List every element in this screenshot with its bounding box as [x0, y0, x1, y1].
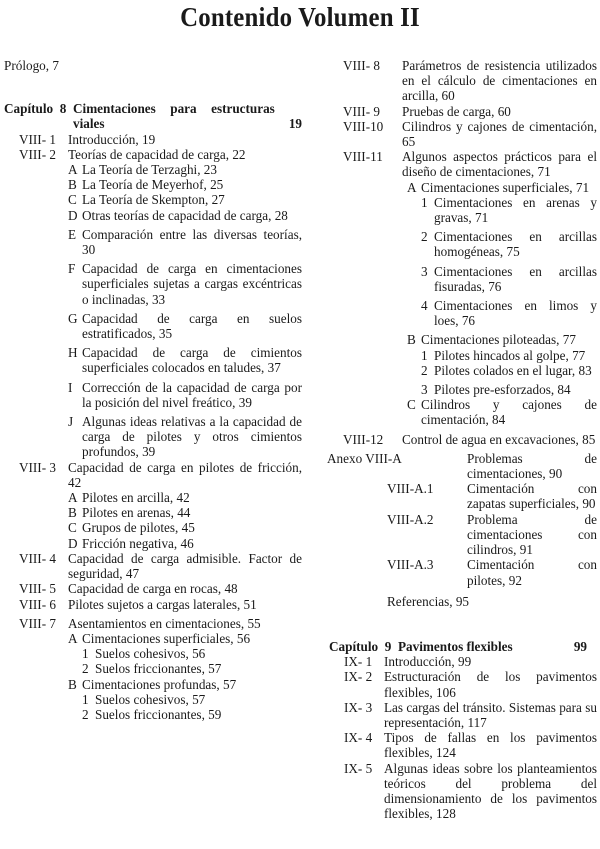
toc-subentry[interactable] [4, 505, 302, 520]
toc-subentry[interactable] [4, 192, 302, 207]
toc-subsubentry[interactable] [343, 195, 597, 225]
entry-text: Pilotes en arcilla, 42 [82, 490, 190, 506]
entry-text: Cilindros y cajones de cimentación, 65 [402, 118, 597, 150]
entry-number: IX- 2 [344, 669, 373, 685]
entry-number: VIII-10 [343, 118, 384, 134]
entry-digit: 1 [82, 646, 89, 662]
entry-number: VIII- 8 [343, 58, 380, 73]
toc-entry[interactable] [4, 551, 302, 581]
entry-text: Estructuración de los pavimentos flexibles, 106 [384, 669, 597, 700]
toc-subsubentry[interactable] [4, 646, 302, 661]
entry-text: Las cargas del tránsito. Sistemas para su representación, 117 [384, 699, 597, 730]
chapter-page: 19 [288, 116, 302, 132]
toc-anexo[interactable] [327, 451, 597, 481]
entry-text: Fricción negativa, 46 [82, 535, 194, 551]
entry-letter: B [68, 505, 77, 521]
entry-letter: D [68, 207, 78, 223]
entry-text: Suelos friccionantes, 59 [95, 706, 222, 722]
entry-text: Cilindros y cajones de cimentación, 84 [421, 397, 597, 428]
entry-digit: 1 [421, 347, 428, 363]
entry-number: VIII-A.1 [387, 481, 434, 497]
toc-subsubentry[interactable] [343, 229, 597, 259]
toc-subsubentry[interactable] [4, 661, 302, 676]
entry-text: Cimentación con pilotes, 92 [467, 557, 597, 588]
entry-number: VIII-11 [343, 149, 383, 165]
entry-letter: I [68, 379, 73, 395]
entry-letter: A [407, 179, 417, 195]
toc-subentry[interactable] [4, 380, 302, 410]
toc-entry[interactable] [343, 669, 597, 699]
entry-text: Corrección de la capacidad de carga por la posición del nivel freático, 39 [82, 379, 302, 410]
entry-text: Pilotes en arenas, 44 [82, 505, 191, 521]
entry-text: Pilotes hincados al golpe, 77 [434, 347, 586, 363]
entry-letter: E [68, 226, 77, 242]
toc-chapter-8[interactable] [4, 101, 302, 131]
toc-entry[interactable] [343, 654, 597, 669]
entry-digit: 2 [82, 661, 89, 677]
entry-text: Otras teorías de capacidad de carga, 28 [82, 207, 288, 223]
toc-entry[interactable] [4, 597, 302, 612]
entry-number: VIII- 9 [343, 103, 380, 119]
entry-letter: G [68, 310, 78, 326]
toc-anexo-entry[interactable] [343, 481, 597, 511]
entry-text: Capacidad de carga en suelos estratificados, 35 [82, 310, 302, 342]
entry-text: Capacidad de carga en pilotes de fricción, 42 [68, 459, 302, 490]
entry-text: Algunas ideas sobre los planteamientos teóricos del problema del dimensionamiento de los pavimentos flexibles, 128 [384, 760, 597, 822]
entry-text: Pilotes colados en el lugar, 83 [434, 362, 592, 378]
entry-text: La Teoría de Terzaghi, 23 [82, 162, 217, 178]
entry-text: La Teoría de Meyerhof, 25 [82, 177, 224, 193]
toc-entry[interactable] [4, 581, 302, 596]
entry-letter: A [68, 630, 78, 646]
entry-number: IX- 5 [344, 760, 373, 776]
toc-subsubentry[interactable] [343, 298, 597, 328]
entry-text: Cimentaciones profundas, 57 [82, 676, 237, 692]
entry-letter: H [68, 345, 78, 361]
toc-entry[interactable] [343, 149, 597, 179]
entry-number: IX- 4 [344, 730, 373, 746]
chapter-label: Capítulo 9 [329, 638, 392, 654]
entry-digit: 2 [421, 229, 428, 245]
toc-subsubentry[interactable] [343, 382, 597, 397]
toc-entry[interactable] [343, 700, 597, 730]
toc-subsubentry[interactable] [343, 363, 597, 378]
chapter-title: Pavimentos flexibles [398, 638, 513, 654]
entry-text: Cimentaciones superficiales, 56 [82, 630, 251, 646]
entry-text: Algunos aspectos prácticos para el diseño de cimentaciones, 71 [402, 149, 597, 180]
toc-referencias[interactable] [343, 594, 597, 609]
entry-text: Cimentaciones superficiales, 71 [421, 179, 590, 195]
entry-letter: J [68, 414, 74, 430]
entry-letter: B [407, 332, 416, 348]
chapter-label: Capítulo 8 [4, 101, 67, 117]
entry-letter: C [407, 397, 416, 413]
entry-text: Capacidad de carga en rocas, 48 [68, 581, 238, 597]
toc-entry[interactable] [343, 104, 597, 119]
entry-text: Introducción, 99 [384, 654, 472, 670]
entry-text: Capacidad de carga admisible. Factor de seguridad, 47 [68, 550, 302, 582]
entry-text: Control de agua en excavaciones, 85 [402, 431, 596, 447]
entry-text: Cimentaciones en arenas y gravas, 71 [434, 194, 597, 226]
entry-text: Cimentación con zapatas superficiales, 90 [467, 481, 597, 512]
entry-number: VIII- 7 [19, 615, 56, 631]
entry-number: VIII-12 [343, 431, 384, 447]
entry-text: Cimentaciones en arcillas homogéneas, 75 [434, 229, 597, 260]
referencias-text: Referencias, 95 [387, 593, 470, 609]
entry-digit: 1 [421, 194, 428, 210]
entry-text: Problema de cimentaciones con cilindros, 91 [467, 511, 597, 558]
entry-letter: C [68, 520, 77, 536]
entry-digit: 2 [82, 706, 89, 722]
toc-anexo-entry[interactable] [343, 557, 597, 587]
toc-subsubentry[interactable] [343, 264, 597, 294]
toc-subentry[interactable] [4, 311, 302, 341]
entry-text: Pilotes sujetos a cargas laterales, 51 [68, 596, 257, 612]
toc-entry[interactable] [4, 132, 302, 147]
entry-text: Cimentaciones en arcillas fisuradas, 76 [434, 263, 597, 294]
toc-subentry[interactable] [4, 414, 302, 460]
entry-number: VIII- 2 [19, 146, 56, 162]
toc-entry[interactable] [343, 58, 597, 104]
toc-entry[interactable] [4, 460, 302, 490]
toc-chapter-9[interactable] [329, 639, 597, 654]
toc-subentry[interactable] [4, 520, 302, 535]
entry-text: Suelos cohesivos, 57 [95, 691, 206, 707]
entry-letter: B [68, 177, 77, 193]
toc-subentry[interactable] [4, 162, 302, 177]
entry-digit: 1 [82, 691, 89, 707]
toc-entry[interactable] [4, 616, 302, 631]
toc-subentry[interactable] [4, 261, 302, 307]
entry-digit: 4 [421, 298, 428, 314]
entry-text: Capacidad de carga de cimientos superficiales colocados en taludes, 37 [82, 345, 302, 376]
entry-number: VIII-A.2 [387, 511, 434, 527]
entry-text: Grupos de pilotes, 45 [82, 520, 195, 536]
toc-entry[interactable] [343, 730, 597, 760]
entry-letter: A [68, 162, 78, 178]
toc-subsubentry[interactable] [4, 692, 302, 707]
chapter-title: Cimentaciones para estructuras viales [73, 101, 275, 132]
toc-entry[interactable] [343, 119, 597, 149]
entry-letter: C [68, 192, 77, 208]
entry-number: VIII- 1 [19, 131, 56, 147]
entry-text: Pruebas de carga, 60 [402, 103, 511, 119]
prologo-text: Prólogo, 7 [4, 58, 59, 73]
toc-anexo-entry[interactable] [343, 512, 597, 558]
chapter-page: 99 [573, 638, 587, 654]
toc-subentry[interactable] [4, 227, 302, 257]
toc-subentry[interactable] [4, 536, 302, 551]
entry-text: Cimentaciones en limos y loes, 76 [434, 298, 597, 329]
entry-text: La Teoría de Skempton, 27 [82, 192, 225, 208]
toc-subsubentry[interactable] [4, 707, 302, 722]
toc-subentry[interactable] [4, 631, 302, 646]
toc-subsubentry[interactable] [343, 348, 597, 363]
toc-right-column [327, 58, 597, 822]
toc-subentry[interactable] [4, 208, 302, 223]
entry-number: IX- 3 [344, 699, 373, 715]
entry-letter: A [68, 490, 78, 506]
entry-digit: 3 [421, 263, 428, 279]
entry-text: Asentamientos en cimentaciones, 55 [68, 615, 261, 631]
entry-text: Cimentaciones piloteadas, 77 [421, 332, 576, 348]
entry-letter: D [68, 535, 78, 551]
toc-entry[interactable] [343, 761, 597, 822]
entry-letter: F [68, 261, 76, 277]
toc-left-column [4, 58, 302, 722]
entry-text: Suelos cohesivos, 56 [95, 646, 206, 662]
toc-entry[interactable] [4, 147, 302, 162]
entry-text: Suelos friccionantes, 57 [95, 661, 222, 677]
entry-text: Introducción, 19 [68, 131, 156, 147]
entry-number: VIII- 6 [19, 596, 56, 612]
entry-digit: 2 [421, 362, 428, 378]
entry-text: Parámetros de resistencia utilizados en el cálculo de cimentaciones en arcilla, 60 [402, 58, 597, 104]
toc-subentry[interactable] [4, 177, 302, 192]
toc-subentry[interactable] [4, 490, 302, 505]
toc-subentry[interactable] [343, 180, 597, 195]
entry-number: VIII-A.3 [387, 557, 434, 573]
entry-text: Comparación entre las diversas teorías, 30 [82, 226, 302, 258]
entry-text: Algunas ideas relativas a la capacidad de carga de pilotes y otros cimientos profundos, 39 [82, 414, 302, 460]
toc-entry[interactable] [343, 432, 597, 447]
anexo-label: Anexo VIII-A [327, 450, 402, 466]
entry-text: Tipos de fallas en los pavimentos flexibles, 124 [384, 730, 597, 761]
page-title: Contenido Volumen II [180, 2, 420, 32]
entry-digit: 3 [421, 382, 428, 398]
entry-number: VIII- 4 [19, 550, 56, 566]
toc-subentry[interactable] [4, 677, 302, 692]
entry-number: VIII- 3 [19, 459, 56, 475]
toc-subentry[interactable] [343, 332, 597, 347]
entry-text: Capacidad de carga en cimentaciones superficiales sujetas a cargas excéntricas o inclinadas, 33 [82, 261, 302, 307]
toc-subentry[interactable] [343, 397, 597, 427]
toc-subentry[interactable] [4, 345, 302, 375]
entry-text: Problemas de cimentaciones, 90 [467, 450, 597, 482]
entry-number: IX- 1 [344, 654, 373, 670]
entry-text: Pilotes pre-esforzados, 84 [434, 382, 571, 398]
toc-prologo[interactable] [4, 58, 302, 73]
entry-letter: B [68, 676, 77, 692]
entry-number: VIII- 5 [19, 581, 56, 597]
entry-text: Teorías de capacidad de carga, 22 [68, 146, 246, 162]
